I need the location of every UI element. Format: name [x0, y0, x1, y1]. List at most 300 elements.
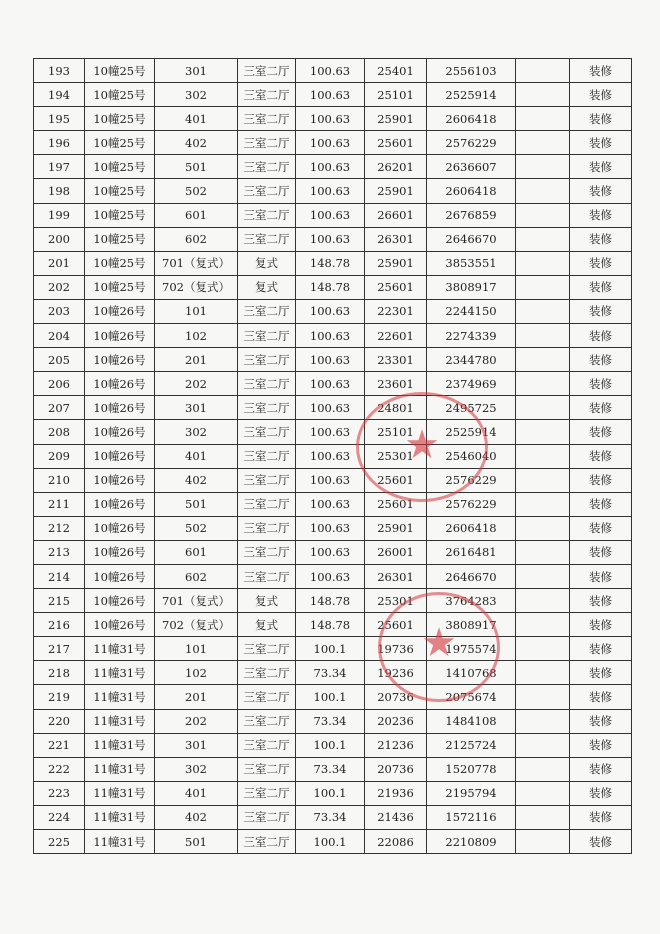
cell-unit_price: 25601: [365, 613, 427, 637]
cell-layout: 三室二厅: [238, 420, 296, 444]
cell-note: 装修: [570, 203, 632, 227]
cell-no: 206: [34, 372, 85, 396]
cell-note: 装修: [570, 781, 632, 805]
cell-unit_price: 25301: [365, 444, 427, 468]
cell-unit_price: 24801: [365, 396, 427, 420]
cell-layout: 三室二厅: [238, 492, 296, 516]
cell-blank: [516, 251, 570, 275]
cell-unit_price: 25101: [365, 420, 427, 444]
cell-blank: [516, 324, 570, 348]
cell-area: 100.63: [296, 396, 365, 420]
cell-room: 501: [155, 830, 238, 854]
cell-area: 100.63: [296, 83, 365, 107]
table-row: [34, 709, 632, 733]
cell-room: 201: [155, 348, 238, 372]
cell-total_price: 1975574: [427, 637, 516, 661]
cell-total_price: 2195794: [427, 781, 516, 805]
cell-area: 148.78: [296, 589, 365, 613]
cell-unit_price: 22601: [365, 324, 427, 348]
table-row: [34, 564, 632, 588]
cell-building: 10幢25号: [85, 155, 155, 179]
cell-room: 401: [155, 107, 238, 131]
cell-blank: [516, 516, 570, 540]
cell-total_price: 1410768: [427, 661, 516, 685]
table-row: [34, 251, 632, 275]
cell-building: 10幢25号: [85, 131, 155, 155]
cell-blank: [516, 661, 570, 685]
cell-blank: [516, 444, 570, 468]
cell-layout: 三室二厅: [238, 59, 296, 83]
cell-blank: [516, 733, 570, 757]
cell-layout: 三室二厅: [238, 661, 296, 685]
cell-room: 101: [155, 637, 238, 661]
cell-unit_price: 21936: [365, 781, 427, 805]
cell-no: 218: [34, 661, 85, 685]
cell-area: 100.63: [296, 372, 365, 396]
cell-no: 202: [34, 275, 85, 299]
cell-note: 装修: [570, 805, 632, 829]
table-row: [34, 468, 632, 492]
cell-unit_price: 26001: [365, 540, 427, 564]
cell-layout: 三室二厅: [238, 444, 296, 468]
cell-unit_price: 25601: [365, 131, 427, 155]
cell-unit_price: 23601: [365, 372, 427, 396]
table-row: [34, 107, 632, 131]
cell-room: 401: [155, 781, 238, 805]
cell-layout: 三室二厅: [238, 396, 296, 420]
cell-room: 501: [155, 492, 238, 516]
cell-unit_price: 25901: [365, 179, 427, 203]
cell-room: 302: [155, 420, 238, 444]
cell-no: 221: [34, 733, 85, 757]
cell-no: 213: [34, 540, 85, 564]
cell-area: 100.63: [296, 516, 365, 540]
table-row: [34, 227, 632, 251]
cell-total_price: 2210809: [427, 830, 516, 854]
cell-no: 216: [34, 613, 85, 637]
cell-unit_price: 26201: [365, 155, 427, 179]
cell-total_price: 1572116: [427, 805, 516, 829]
cell-building: 10幢26号: [85, 348, 155, 372]
cell-layout: 三室二厅: [238, 348, 296, 372]
cell-no: 203: [34, 299, 85, 323]
cell-blank: [516, 203, 570, 227]
cell-room: 301: [155, 59, 238, 83]
cell-blank: [516, 468, 570, 492]
table-row: [34, 492, 632, 516]
cell-unit_price: 19736: [365, 637, 427, 661]
cell-no: 194: [34, 83, 85, 107]
table-row: [34, 830, 632, 854]
cell-note: 装修: [570, 324, 632, 348]
cell-blank: [516, 540, 570, 564]
cell-total_price: 2495725: [427, 396, 516, 420]
table-row: [34, 757, 632, 781]
cell-building: 11幢31号: [85, 661, 155, 685]
cell-total_price: 2676859: [427, 203, 516, 227]
cell-building: 10幢25号: [85, 251, 155, 275]
cell-unit_price: 25901: [365, 107, 427, 131]
cell-room: 102: [155, 661, 238, 685]
table-row: [34, 372, 632, 396]
cell-room: 401: [155, 444, 238, 468]
cell-note: 装修: [570, 372, 632, 396]
cell-total_price: 2556103: [427, 59, 516, 83]
cell-area: 73.34: [296, 709, 365, 733]
table-row: [34, 661, 632, 685]
cell-blank: [516, 420, 570, 444]
cell-room: 402: [155, 468, 238, 492]
cell-blank: [516, 348, 570, 372]
cell-room: 602: [155, 564, 238, 588]
cell-building: 11幢31号: [85, 757, 155, 781]
cell-unit_price: 26301: [365, 564, 427, 588]
cell-building: 10幢26号: [85, 468, 155, 492]
cell-layout: 三室二厅: [238, 227, 296, 251]
cell-room: 101: [155, 299, 238, 323]
cell-layout: 三室二厅: [238, 155, 296, 179]
cell-building: 10幢25号: [85, 107, 155, 131]
seal-star-icon: ★: [421, 620, 457, 666]
cell-building: 10幢26号: [85, 420, 155, 444]
cell-unit_price: 20736: [365, 757, 427, 781]
cell-blank: [516, 830, 570, 854]
cell-total_price: 2606418: [427, 107, 516, 131]
cell-room: 601: [155, 540, 238, 564]
table-row: [34, 203, 632, 227]
cell-layout: 三室二厅: [238, 516, 296, 540]
cell-building: 10幢26号: [85, 396, 155, 420]
cell-room: 302: [155, 757, 238, 781]
cell-layout: 三室二厅: [238, 468, 296, 492]
cell-building: 10幢25号: [85, 59, 155, 83]
cell-no: 223: [34, 781, 85, 805]
cell-unit_price: 23301: [365, 348, 427, 372]
cell-building: 10幢26号: [85, 589, 155, 613]
table-row: [34, 805, 632, 829]
cell-layout: 三室二厅: [238, 757, 296, 781]
cell-area: 100.63: [296, 179, 365, 203]
cell-unit_price: 20736: [365, 685, 427, 709]
cell-area: 100.63: [296, 155, 365, 179]
cell-building: 11幢31号: [85, 733, 155, 757]
cell-note: 装修: [570, 155, 632, 179]
cell-unit_price: 21436: [365, 805, 427, 829]
cell-room: 701（复式）: [155, 589, 238, 613]
cell-no: 209: [34, 444, 85, 468]
cell-area: 100.63: [296, 299, 365, 323]
cell-note: 装修: [570, 492, 632, 516]
cell-blank: [516, 227, 570, 251]
cell-layout: 三室二厅: [238, 540, 296, 564]
cell-no: 210: [34, 468, 85, 492]
table-row: [34, 348, 632, 372]
table-row: [34, 396, 632, 420]
cell-room: 302: [155, 83, 238, 107]
cell-no: 198: [34, 179, 85, 203]
cell-note: 装修: [570, 613, 632, 637]
cell-blank: [516, 637, 570, 661]
cell-unit_price: 22301: [365, 299, 427, 323]
cell-room: 402: [155, 131, 238, 155]
cell-note: 装修: [570, 637, 632, 661]
red-seal-stamp-lower: [378, 592, 500, 702]
cell-note: 装修: [570, 83, 632, 107]
cell-area: 100.63: [296, 131, 365, 155]
cell-layout: 三室二厅: [238, 637, 296, 661]
cell-room: 402: [155, 805, 238, 829]
cell-no: 199: [34, 203, 85, 227]
cell-blank: [516, 131, 570, 155]
cell-blank: [516, 781, 570, 805]
cell-room: 601: [155, 203, 238, 227]
cell-total_price: 2646670: [427, 227, 516, 251]
cell-layout: 复式: [238, 613, 296, 637]
cell-building: 11幢31号: [85, 685, 155, 709]
cell-layout: 三室二厅: [238, 372, 296, 396]
table-row: [34, 516, 632, 540]
cell-total_price: 2075674: [427, 685, 516, 709]
cell-no: 212: [34, 516, 85, 540]
cell-area: 100.1: [296, 830, 365, 854]
cell-total_price: 2374969: [427, 372, 516, 396]
cell-area: 73.34: [296, 757, 365, 781]
cell-total_price: 2344780: [427, 348, 516, 372]
seal-star-icon: ★: [404, 422, 440, 468]
cell-total_price: 2525914: [427, 420, 516, 444]
cell-layout: 三室二厅: [238, 107, 296, 131]
cell-room: 501: [155, 155, 238, 179]
cell-unit_price: 26301: [365, 227, 427, 251]
cell-area: 100.1: [296, 685, 365, 709]
cell-blank: [516, 685, 570, 709]
price-table: [33, 58, 632, 854]
cell-building: 10幢25号: [85, 179, 155, 203]
cell-note: 装修: [570, 396, 632, 420]
cell-note: 装修: [570, 564, 632, 588]
cell-total_price: 2244150: [427, 299, 516, 323]
cell-layout: 复式: [238, 275, 296, 299]
cell-area: 148.78: [296, 275, 365, 299]
table-row: [34, 299, 632, 323]
cell-blank: [516, 805, 570, 829]
cell-no: 225: [34, 830, 85, 854]
cell-layout: 复式: [238, 589, 296, 613]
cell-room: 202: [155, 709, 238, 733]
cell-unit_price: 25901: [365, 516, 427, 540]
cell-area: 148.78: [296, 251, 365, 275]
cell-layout: 三室二厅: [238, 299, 296, 323]
cell-blank: [516, 757, 570, 781]
cell-building: 10幢26号: [85, 613, 155, 637]
table-row: [34, 179, 632, 203]
cell-unit_price: 25301: [365, 589, 427, 613]
cell-room: 301: [155, 733, 238, 757]
cell-building: 10幢26号: [85, 444, 155, 468]
cell-note: 装修: [570, 348, 632, 372]
table-row: [34, 131, 632, 155]
cell-area: 100.63: [296, 107, 365, 131]
cell-no: 207: [34, 396, 85, 420]
cell-no: 217: [34, 637, 85, 661]
cell-unit_price: 25601: [365, 492, 427, 516]
table-row: [34, 733, 632, 757]
cell-unit_price: 25901: [365, 251, 427, 275]
cell-no: 193: [34, 59, 85, 83]
cell-room: 502: [155, 179, 238, 203]
cell-no: 215: [34, 589, 85, 613]
cell-unit_price: 26601: [365, 203, 427, 227]
cell-building: 10幢26号: [85, 492, 155, 516]
cell-layout: 三室二厅: [238, 709, 296, 733]
cell-note: 装修: [570, 733, 632, 757]
cell-blank: [516, 492, 570, 516]
cell-total_price: 3853551: [427, 251, 516, 275]
cell-building: 11幢31号: [85, 637, 155, 661]
cell-building: 10幢25号: [85, 203, 155, 227]
table-row: [34, 637, 632, 661]
cell-layout: 三室二厅: [238, 733, 296, 757]
table-row: [34, 685, 632, 709]
cell-area: 100.63: [296, 540, 365, 564]
cell-layout: 三室二厅: [238, 685, 296, 709]
cell-note: 装修: [570, 709, 632, 733]
cell-blank: [516, 709, 570, 733]
cell-no: 195: [34, 107, 85, 131]
table-row: [34, 781, 632, 805]
cell-area: 100.1: [296, 637, 365, 661]
cell-area: 100.63: [296, 59, 365, 83]
cell-blank: [516, 564, 570, 588]
cell-room: 301: [155, 396, 238, 420]
cell-area: 100.63: [296, 564, 365, 588]
cell-room: 202: [155, 372, 238, 396]
cell-no: 222: [34, 757, 85, 781]
cell-unit_price: 20236: [365, 709, 427, 733]
cell-area: 148.78: [296, 613, 365, 637]
cell-building: 10幢25号: [85, 275, 155, 299]
cell-area: 100.1: [296, 781, 365, 805]
cell-no: 211: [34, 492, 85, 516]
cell-area: 100.63: [296, 348, 365, 372]
cell-room: 102: [155, 324, 238, 348]
cell-blank: [516, 589, 570, 613]
cell-blank: [516, 372, 570, 396]
cell-room: 201: [155, 685, 238, 709]
cell-note: 装修: [570, 131, 632, 155]
cell-building: 10幢25号: [85, 227, 155, 251]
cell-total_price: 1520778: [427, 757, 516, 781]
cell-note: 装修: [570, 444, 632, 468]
cell-blank: [516, 396, 570, 420]
cell-total_price: 3808917: [427, 613, 516, 637]
cell-no: 204: [34, 324, 85, 348]
cell-building: 10幢26号: [85, 564, 155, 588]
cell-area: 73.34: [296, 805, 365, 829]
cell-note: 装修: [570, 540, 632, 564]
cell-total_price: 2525914: [427, 83, 516, 107]
cell-total_price: 2125724: [427, 733, 516, 757]
cell-no: 197: [34, 155, 85, 179]
cell-total_price: 2546040: [427, 444, 516, 468]
cell-building: 10幢26号: [85, 540, 155, 564]
cell-room: 701（复式）: [155, 251, 238, 275]
table-row: [34, 59, 632, 83]
cell-note: 装修: [570, 420, 632, 444]
cell-area: 100.63: [296, 227, 365, 251]
table-row: [34, 589, 632, 613]
cell-no: 201: [34, 251, 85, 275]
cell-building: 11幢31号: [85, 805, 155, 829]
cell-room: 502: [155, 516, 238, 540]
cell-layout: 三室二厅: [238, 83, 296, 107]
cell-total_price: 2576229: [427, 492, 516, 516]
cell-area: 100.63: [296, 420, 365, 444]
cell-no: 224: [34, 805, 85, 829]
cell-building: 10幢26号: [85, 372, 155, 396]
cell-unit_price: 22086: [365, 830, 427, 854]
cell-blank: [516, 275, 570, 299]
cell-layout: 三室二厅: [238, 805, 296, 829]
cell-note: 装修: [570, 661, 632, 685]
cell-unit_price: 25401: [365, 59, 427, 83]
cell-blank: [516, 59, 570, 83]
red-seal-stamp-upper: [356, 392, 488, 502]
cell-note: 装修: [570, 757, 632, 781]
cell-unit_price: 21236: [365, 733, 427, 757]
cell-building: 10幢25号: [85, 83, 155, 107]
cell-area: 100.63: [296, 324, 365, 348]
cell-area: 73.34: [296, 661, 365, 685]
cell-unit_price: 25601: [365, 468, 427, 492]
cell-unit_price: 19236: [365, 661, 427, 685]
cell-note: 装修: [570, 589, 632, 613]
cell-layout: 三室二厅: [238, 564, 296, 588]
cell-note: 装修: [570, 179, 632, 203]
table-row: [34, 83, 632, 107]
cell-area: 100.1: [296, 733, 365, 757]
table-row: [34, 324, 632, 348]
cell-blank: [516, 299, 570, 323]
cell-no: 219: [34, 685, 85, 709]
cell-building: 11幢31号: [85, 781, 155, 805]
table-row: [34, 540, 632, 564]
cell-total_price: 2274339: [427, 324, 516, 348]
cell-total_price: 3808917: [427, 275, 516, 299]
cell-blank: [516, 613, 570, 637]
cell-no: 220: [34, 709, 85, 733]
cell-layout: 三室二厅: [238, 179, 296, 203]
cell-total_price: 1484108: [427, 709, 516, 733]
cell-building: 10幢26号: [85, 516, 155, 540]
cell-total_price: 2646670: [427, 564, 516, 588]
cell-no: 196: [34, 131, 85, 155]
cell-area: 100.63: [296, 492, 365, 516]
cell-building: 10幢26号: [85, 299, 155, 323]
cell-layout: 三室二厅: [238, 830, 296, 854]
cell-layout: 三室二厅: [238, 324, 296, 348]
cell-total_price: 2606418: [427, 179, 516, 203]
cell-no: 208: [34, 420, 85, 444]
cell-unit_price: 25601: [365, 275, 427, 299]
cell-layout: 三室二厅: [238, 203, 296, 227]
cell-blank: [516, 83, 570, 107]
cell-total_price: 2606418: [427, 516, 516, 540]
cell-room: 702（复式）: [155, 613, 238, 637]
cell-room: 702（复式）: [155, 275, 238, 299]
cell-layout: 三室二厅: [238, 131, 296, 155]
cell-blank: [516, 179, 570, 203]
